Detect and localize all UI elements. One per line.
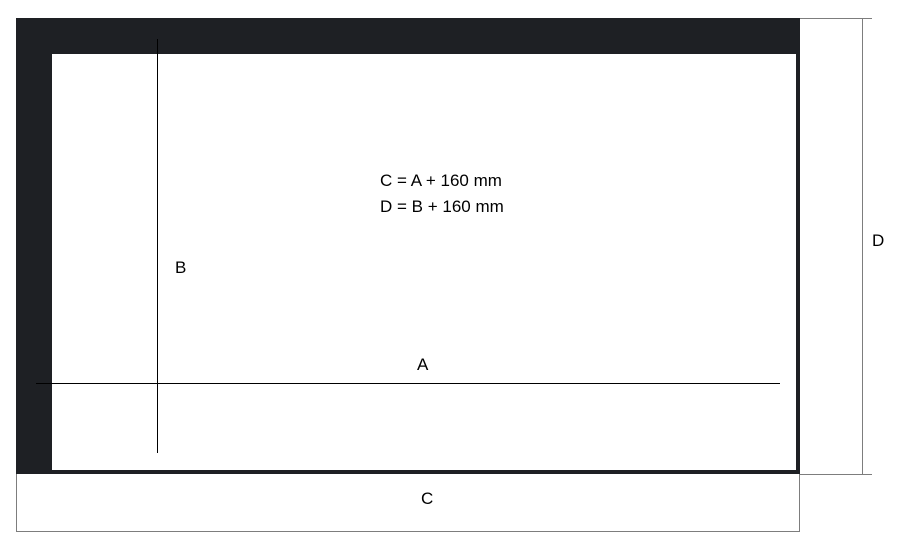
label-a: A	[417, 355, 429, 374]
guide-line-c-right-tick	[799, 474, 800, 531]
frame-outer-rectangle	[16, 18, 800, 474]
label-d: D	[872, 231, 885, 250]
equations-text	[380, 168, 504, 221]
equation-d: D = B + 160 mm	[380, 197, 504, 217]
guide-line-c-horizontal	[16, 531, 800, 532]
label-b: B	[175, 258, 187, 277]
frame-inner-area	[52, 54, 796, 470]
dimension-line-a	[36, 383, 780, 384]
dimension-line-b	[157, 39, 158, 453]
equation-c: C = A + 160 mm	[380, 171, 502, 190]
guide-line-d-vertical	[862, 18, 863, 474]
guide-line-c-left-tick	[16, 474, 17, 531]
guide-line-bottom-right	[800, 474, 872, 475]
label-c: C	[421, 489, 434, 508]
